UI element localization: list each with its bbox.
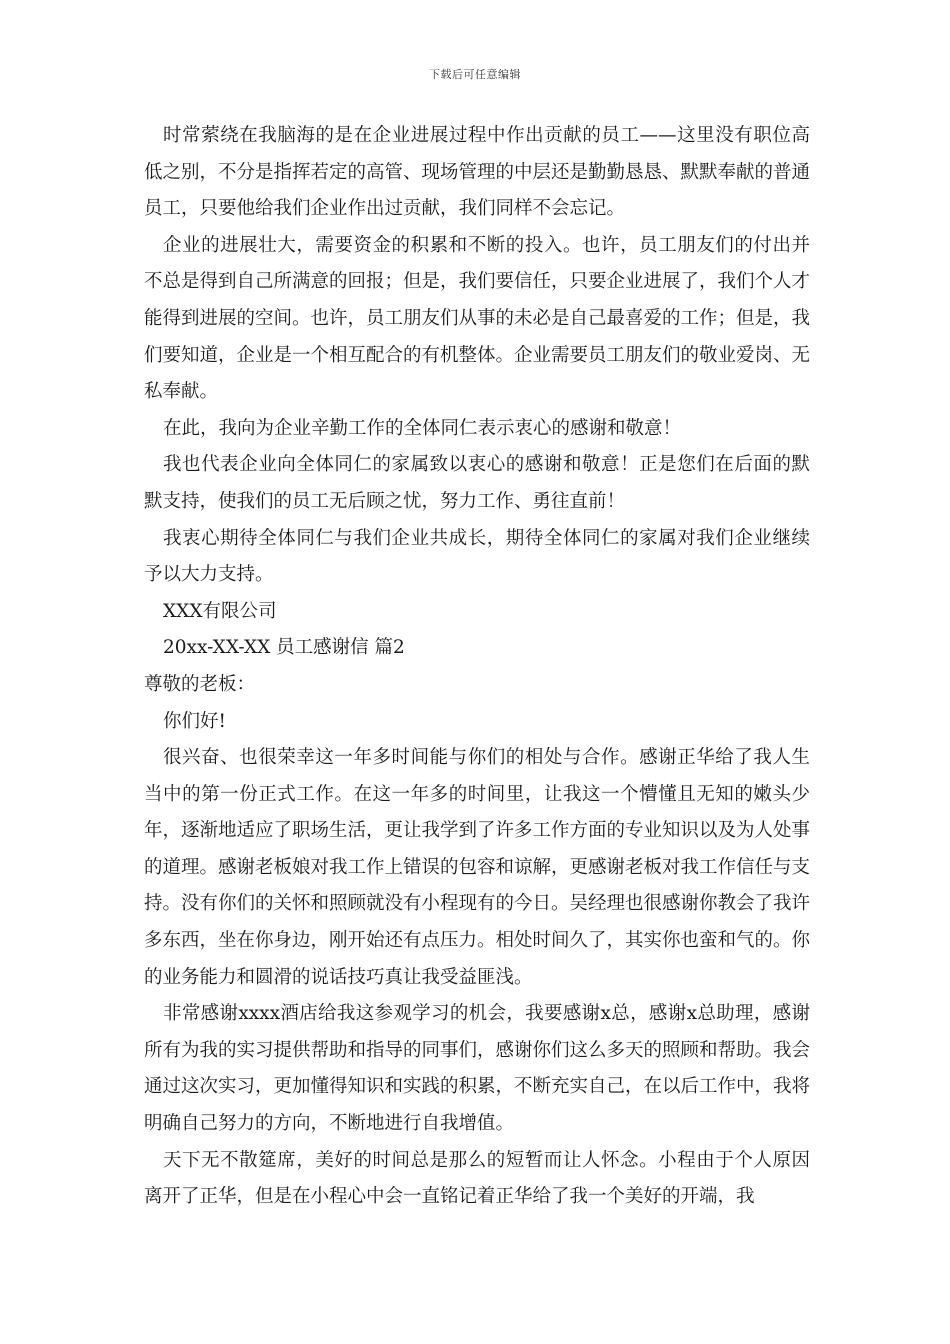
paragraph: 企业的进展壮大，需要资金的积累和不断的投入。也许，员工朋友们的付出并不总是得到自己所满意的回报；但是，我们要信任，只要企业进展了，我们个人才能得到进展的空间。也许，员工朋友们从事的未必是自己最喜爱的工作；但是，我们要知道，企业是一个相互配合的有机整体。企业需要员工朋友们的敬业爱岗、无私奉献。 xyxy=(144,234,811,403)
paragraph: 天下无不散筵席，美好的时间总是那么的短暂而让人怀念。小程由于个人原因离开了正华，但是在小程心中会一直铭记着正华给了我一个美好的开端，我 xyxy=(144,1149,810,1208)
paragraph: 在此，我向为企业辛勤工作的全体同仁表示衷心的感谢和敬意！ xyxy=(163,417,682,439)
date-and-section-title: 20xx-XX-XX 员工感谢信 篇2 xyxy=(163,637,405,659)
paragraph: 我衷心期待全体同仁与我们企业共成长，期待全体同仁的家属对我们企业继续予以大力支持。 xyxy=(144,527,810,586)
page-header: 下载后可任意编辑 xyxy=(429,68,521,81)
document-body xyxy=(144,118,810,1216)
greeting: 你们好! xyxy=(163,710,226,732)
salutation: 尊敬的老板： xyxy=(144,673,256,695)
company-signature: XXX有限公司 xyxy=(163,600,277,622)
paragraph: 时常萦绕在我脑海的是在企业进展过程中作出贡献的员工——这里没有职位高低之别，不分是指挥若定的高管、现场管理的中层还是勤勤恳恳、默默奉献的普通员工，只要他给我们企业作出过贡献，我们同样不会忘记。 xyxy=(144,125,811,220)
paragraph: 非常感谢xxxx酒店给我这参观学习的机会，我要感谢x总，感谢x总助理，感谢所有为我的实习提供帮助和指导的同事们，感谢你们这么多天的照顾和帮助。我会通过这次实习，更加懂得知识和实践的积累，不断充实自己，在以后工作中，我将明确自己努力的方向，不断地进行自我增值。 xyxy=(144,1003,811,1135)
paragraph: 很兴奋、也很荣幸这一年多时间能与你们的相处与合作。感谢正华给了我人生当中的第一份正式工作。在这一年多的时间里，让我这一个懵懂且无知的嫩头少年，逐渐地适应了职场生活，更让我学到了许多工作方面的专业知识以及为人处事的道理。感谢老板娘对我工作上错误的包容和谅解，更感谢老板对我工作信任与支持。没有你们的关怀和照顾就没有小程现有的今日。吴经理也很感谢你教会了我许多东西，坐在你身边，刚开始还有点压力。相处时间久了，其实你也蛮和气的。你的业务能力和圆滑的说话技巧真让我受益匪浅。 xyxy=(144,747,811,988)
paragraph: 我也代表企业向全体同仁的家属致以衷心的感谢和敬意！正是您们在后面的默默支持，使我们的员工无后顾之忧，努力工作、勇往直前！ xyxy=(144,454,810,512)
